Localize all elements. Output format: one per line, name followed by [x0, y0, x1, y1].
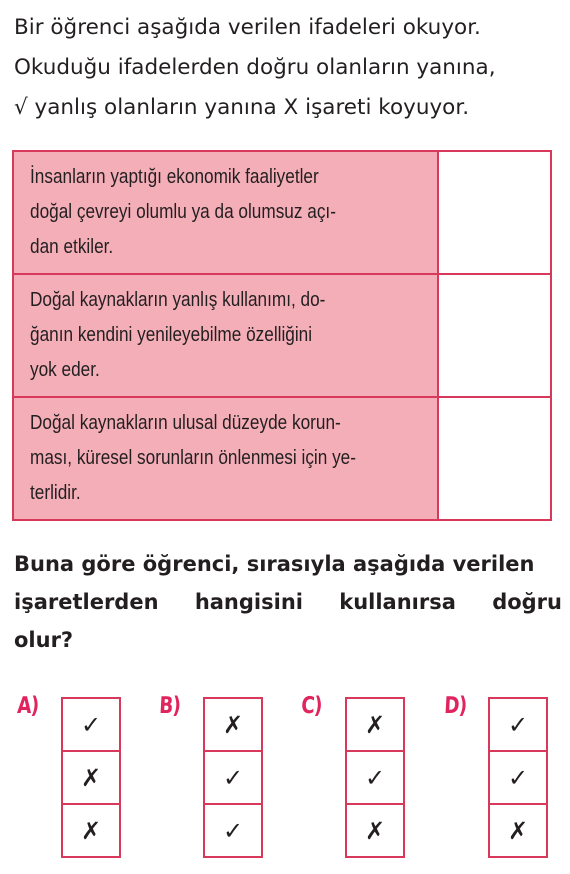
intro-line: Bir öğrenci aşağıda verilen ifadeleri okuyor.: [14, 15, 481, 40]
statement-line: Doğal kaynakların yanlış kullanımı, do-: [30, 289, 326, 311]
statement-line: dan etkiler.: [30, 236, 114, 258]
statement-row: [13, 274, 551, 397]
mark-cell: ✓: [204, 751, 262, 804]
statement-line: ması, küresel sorunların önlenmesi için ye-: [30, 447, 356, 469]
question-line: olur?: [14, 628, 74, 652]
option-marks-grid: [345, 697, 405, 858]
mark-cell: ✗: [62, 804, 120, 857]
statement-line: ğanın kendini yenileyebilme özelliğini: [30, 324, 313, 346]
mark-cell: ✓: [62, 698, 120, 751]
option-letter: C): [300, 693, 323, 719]
mark-cell: ✓: [346, 751, 404, 804]
mark-cell: ✗: [346, 698, 404, 751]
option-marks-grid: [61, 697, 121, 858]
intro-line: √ yanlış olanların yanına X işareti koyuyor.: [14, 95, 470, 120]
statement-line: doğal çevreyi olumlu ya da olumsuz açı-: [30, 201, 336, 223]
mark-cell: ✗: [204, 698, 262, 751]
answer-box[interactable]: [438, 151, 551, 274]
option-letter: B): [158, 693, 181, 719]
statement-line: İnsanların yaptığı ekonomik faaliyetler: [30, 166, 319, 188]
option-marks-grid: [203, 697, 263, 858]
mark-cell: ✓: [489, 751, 547, 804]
question-line: işaretlerden hangisini kullanırsa doğru: [14, 590, 562, 614]
intro-line: Okuduğu ifadelerden doğru olanların yanına,: [14, 55, 496, 80]
question-line: Buna göre öğrenci, sırasıyla aşağıda verilen: [14, 552, 535, 576]
statements-table: [12, 150, 552, 521]
option-marks-grid: [488, 697, 548, 858]
option-letter: A): [16, 693, 40, 719]
mark-cell: ✗: [62, 751, 120, 804]
statement-line: terlidir.: [30, 482, 81, 504]
statement-row: [13, 397, 551, 520]
mark-cell: ✗: [346, 804, 404, 857]
question-text: [14, 545, 562, 659]
statement-line: Doğal kaynakların ulusal düzeyde korun-: [30, 412, 341, 434]
statement-text: [13, 274, 438, 397]
statement-text: [13, 397, 438, 520]
statement-text: [13, 151, 438, 274]
answer-box[interactable]: [438, 397, 551, 520]
intro-text: [14, 8, 562, 128]
statement-row: [13, 151, 551, 274]
option-letter: D): [443, 693, 468, 719]
mark-cell: ✓: [204, 804, 262, 857]
answer-box[interactable]: [438, 274, 551, 397]
mark-cell: ✗: [489, 804, 547, 857]
statement-line: yok eder.: [30, 359, 100, 381]
mark-cell: ✓: [489, 698, 547, 751]
